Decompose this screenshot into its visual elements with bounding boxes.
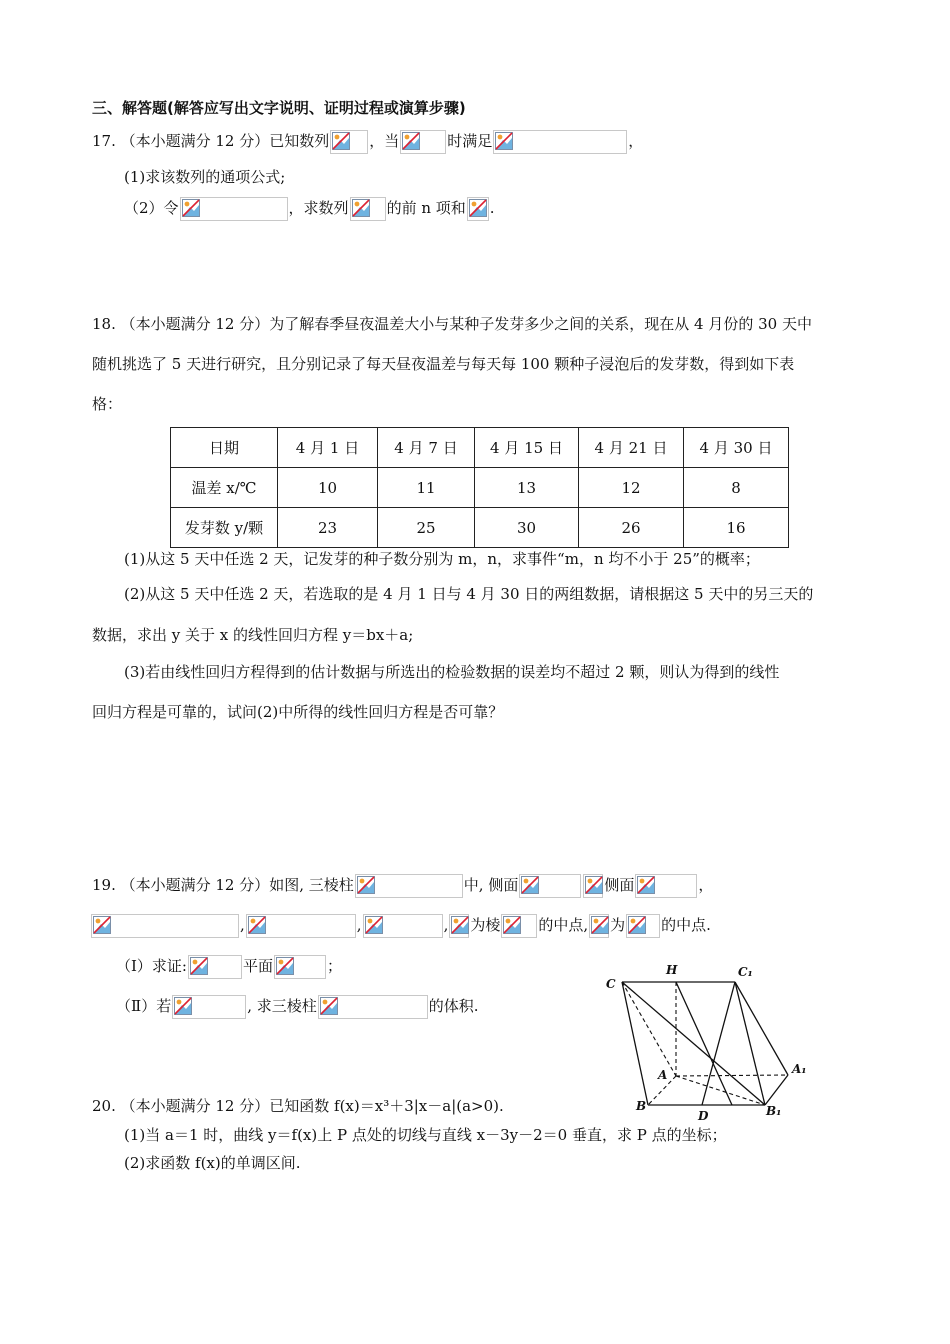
broken-image-icon [469,199,487,217]
formula-image [246,914,356,938]
formula-image [180,197,288,221]
formula-image [400,130,446,154]
data-table [170,427,789,548]
broken-image-icon [332,132,350,150]
broken-image-icon [521,876,539,894]
table-cell: 13 [475,468,579,508]
broken-image-icon [628,916,646,934]
formula-image [583,874,603,898]
broken-image-icon [503,916,521,934]
table-cell: 温差 x/℃ [171,468,278,508]
q18-line3: 格： [92,395,123,413]
q18-part2b: 数据，求出 y 关于 x 的线性回归方程 y＝bx＋a; [92,626,414,644]
table-cell: 10 [278,468,378,508]
table-cell: 4 月 21 日 [579,428,684,468]
table-cell: 12 [579,468,684,508]
formula-image [467,197,489,221]
label-H: H [666,963,678,977]
formula-image [363,914,443,938]
table-cell: 26 [579,508,684,548]
table-cell: 23 [278,508,378,548]
formula-image [188,955,242,979]
formula-image [330,130,368,154]
broken-image-icon [495,132,513,150]
q19-part2: （Ⅱ）若 , 求三棱柱 的体积. [116,995,479,1019]
section-title: 三、解答题(解答应写出文字说明、证明过程或演算步骤) [92,99,466,117]
broken-image-icon [320,997,338,1015]
table-cell: 4 月 15 日 [475,428,579,468]
formula-image [355,874,463,898]
formula-image [519,874,581,898]
q18-line2: 随机挑选了 5 天进行研究，且分别记录了每天昼夜温差与每天每 100 颗种子浸泡后的发芽数，得到如下表 [92,355,795,373]
table-cell: 11 [378,468,475,508]
formula-image [449,914,469,938]
table-cell: 4 月 30 日 [684,428,789,468]
broken-image-icon [591,916,609,934]
broken-image-icon [276,957,294,975]
broken-image-icon [637,876,655,894]
q18-part3a: (3)若由线性回归方程得到的估计数据与所选出的检验数据的误差均不超过 2 颗，则认为得到的线性 [124,663,780,681]
table-cell: 4 月 1 日 [278,428,378,468]
prism-figure [600,962,815,1127]
table-cell: 16 [684,508,789,548]
formula-image [91,914,239,938]
q19-part1: （Ⅰ）求证: 平面 ； [116,955,342,979]
label-C1: C₁ [738,965,753,979]
q18-part1: (1)从这 5 天中任选 2 天，记发芽的种子数分别为 m，n，求事件“m，n 均不小于 25”的概率； [124,550,760,568]
q19-line2: , , , 为棱 的中点, 为 的中点. [90,914,711,938]
table-row [171,428,789,468]
formula-image [635,874,697,898]
table-cell: 日期 [171,428,278,468]
q20-part2: (2)求函数 f(x)的单调区间. [124,1154,301,1172]
q17-line1: 17. （本小题满分 12 分）已知数列 ，当 时满足 ， [92,130,643,154]
broken-image-icon [190,957,208,975]
q20-head: 20. （本小题满分 12 分）已知函数 f(x)＝x³＋3|x－a|(a>0). [92,1097,504,1115]
broken-image-icon [357,876,375,894]
broken-image-icon [585,876,603,894]
label-B: B [636,1099,647,1113]
label-A1: A₁ [792,1062,807,1076]
broken-image-icon [174,997,192,1015]
table-cell: 8 [684,468,789,508]
broken-image-icon [182,199,200,217]
table-cell: 30 [475,508,579,548]
formula-image [493,130,627,154]
formula-image [350,197,386,221]
broken-image-icon [365,916,383,934]
formula-image [501,914,537,938]
q17-part2: （2）令 ，求数列 的前 n 项和 . [124,197,495,221]
table-cell: 4 月 7 日 [378,428,475,468]
q18-line1: 18. （本小题满分 12 分）为了解春季昼夜温差大小与某种子发芽多少之间的关系，现在从 4 月份的 30 天中 [92,315,812,333]
label-B1: B₁ [766,1104,782,1118]
broken-image-icon [248,916,266,934]
label-C: C [606,977,616,991]
q17-part1: (1)求该数列的通项公式; [124,168,286,186]
q18-part3b: 回归方程是可靠的，试问(2)中所得的线性回归方程是否可靠？ [92,703,504,721]
q20-part1: (1)当 a＝1 时，曲线 y＝f(x)上 P 点处的切线与直线 x－3y－2＝0 垂直，求 P 点的坐标； [124,1126,727,1144]
broken-image-icon [451,916,469,934]
formula-image [589,914,609,938]
broken-image-icon [402,132,420,150]
broken-image-icon [352,199,370,217]
formula-image [318,995,428,1019]
formula-image [274,955,326,979]
label-A: A [658,1068,668,1082]
table-cell: 25 [378,508,475,548]
table-cell: 发芽数 y/颗 [171,508,278,548]
broken-image-icon [93,916,111,934]
table-row [171,468,789,508]
q18-part2a: (2)从这 5 天中任选 2 天，若选取的是 4 月 1 日与 4 月 30 日的两组数据，请根据这 5 天中的另三天的 [124,585,814,603]
label-D: D [698,1109,709,1123]
table-row [171,508,789,548]
formula-image [626,914,660,938]
q19-line1: 19. （本小题满分 12 分）如图, 三棱柱 中, 侧面 侧面 ， [92,874,713,898]
formula-image [172,995,246,1019]
